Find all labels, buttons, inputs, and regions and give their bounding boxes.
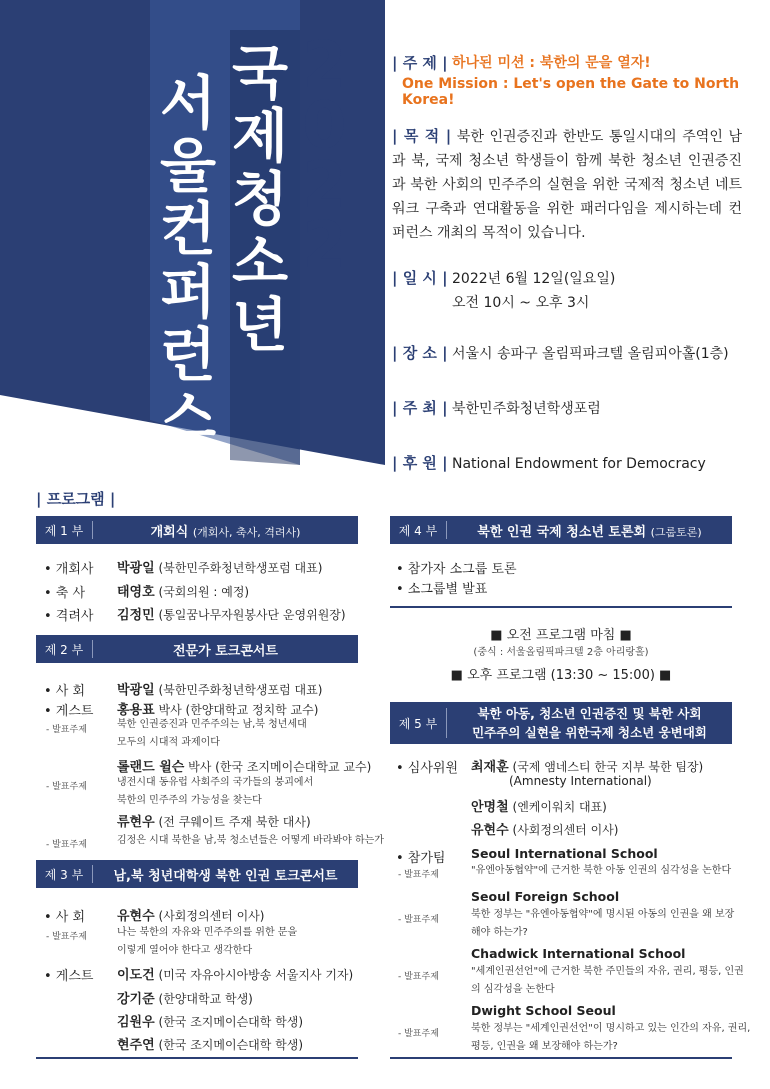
purpose-block: | 목 적 | 북한 인권증진과 한반도 통일시대의 주역인 남과 북, 국제 청소년 학생들이 함께 북한 청소년 인권증진과 북한 사회의 민주주의 실현을 위한 국제적 청소년 네트워크 구축과 연대활동을 위한 패러다임을 제시하는데 컨퍼런스 개최의 목적이 있습니다. [392,127,743,241]
part3-guest: 현주연 (한국 조지메이슨대학 학생) [117,1038,304,1053]
team-seoul-international: Seoul International School [471,846,658,861]
date-text: 2022년 6월 12일(일요일) [452,271,616,287]
host-text: 북한민주화청년학생포럼 [452,401,601,417]
sponsor-row: | 후 원 | National Endowment for Democracy [392,452,706,476]
part3-header: 제 3 부 남,북 청년대학생 북한 인권 토크콘서트 [36,860,358,888]
part1-row: 태영호 (국회의원 : 예정) [117,585,250,600]
part3-guest: 김원우 (한국 조지메이슨대학 학생) [117,1015,304,1030]
part2-topic-3: 김정은 시대 북한을 남,북 청소년들은 어떻게 바라봐야 하는가 [117,835,384,846]
theme-korean: 하나된 미션 : 북한의 문을 열자! [452,55,651,71]
left-bottom-rule [36,1057,358,1059]
judge-3: 유현수 (사회정의센터 이사) [471,823,619,838]
part3-guest: 강기준 (한양대학교 학생) [117,992,253,1007]
part2-host: 박광일 (북한민주화청년학생포럼 대표) [117,683,323,698]
team-chadwick: Chadwick International School [471,946,686,961]
team-dwight: Dwight School Seoul [471,1003,616,1018]
part5-header: 제 5 부 북한 아동, 청소년 인권증진 및 북한 사회 민주주의 실현을 위한국제 청소년 웅변대회 [390,702,732,744]
team-seoul-foreign: Seoul Foreign School [471,889,620,904]
part2-guest-1: 홍용표 박사 (한양대학교 정치학 교수) [117,703,319,718]
date-row: | 일 시 | 2022년 6월 12일(일요일) 오전 10시 ~ 오후 3시 [392,267,615,315]
part4-header: 제 4 부 북한 인권 국제 청소년 토론회 (그룹토론) [390,516,732,544]
theme-english: One Mission : Let's open the Gate to North Korea! [402,76,740,108]
title-year: 2 0 2 2 [302,29,347,283]
right-bottom-rule [390,1057,732,1059]
part1-header: 제 1 부 개회식 (개회사, 축사, 격려사) [36,516,358,544]
team-2-topic: 북한 정부는 "유엔아동협약"에 명시된 아동의 인권을 왜 보장 해야 하는가? [471,909,735,938]
part4-item-1: • 참가자 소그룹 토론 [396,562,517,577]
place-row: | 장 소 | 서울시 송파구 올림픽파크텔 올림피아홀(1층) [392,342,729,366]
team-1-topic: "유엔아동협약"에 근거한 북한 아동 인권의 심각성을 논한다 [471,865,732,876]
program-heading: | 프로그램 | [36,490,116,508]
pm-notice: ■ 오후 프로그램 (13:30 ~ 15:00) ■ [450,668,672,683]
lunch-notice: (중식 : 서울올림픽파크텔 2층 아리랑홀) [473,647,649,658]
judge-1: 최재훈 (국제 앰네스티 한국 지부 북한 팀장) [471,760,704,775]
title-international-youth: 국 제 청 소 년 [232,39,289,359]
part3-topic: 나는 북한의 자유와 민주주의를 위한 문을 이렇게 열어야 한다고 생각한다 [117,927,298,956]
part1-row: 김정민 (통일꿈나무자원봉사단 운영위원장) [117,608,346,623]
part4-item-2: • 소그룹별 발표 [396,582,488,597]
team-3-topic: "세계인권선언"에 근거한 북한 주민들의 자유, 권리, 평등, 인권 의 심각성을 논한다 [471,966,744,995]
part1-row: 박광일 (북한민주화청년학생포럼 대표) [117,561,323,576]
part3-host: 유현수 (사회정의센터 이사) [117,909,265,924]
place-text: 서울시 송파구 올림픽파크텔 올림피아홀(1층) [452,346,729,362]
title-seoul-conference: 서 울 컨 퍼 런 스 [160,69,217,452]
judge-2: 안명철 (엔케이워치 대표) [471,800,607,815]
part4-rule [390,606,732,608]
team-4-topic: 북한 정부는 "세계인권선언"이 명시하고 있는 인간의 자유, 권리, 평등, 인권을 왜 보장해야 하는가? [471,1023,751,1052]
theme-row: | 주 제 | 하나된 미션 : 북한의 문을 열자! [392,54,651,72]
part2-topic-1: 북한 인권증진과 민주주의는 남,북 청년세대 모두의 시대적 과제이다 [117,719,307,748]
host-row: | 주 최 | 북한민주화청년학생포럼 [392,397,601,421]
am-end-notice: ■ 오전 프로그램 마침 ■ [490,628,632,643]
part2-topic-2: 냉전시대 동유럽 사회주의 국가들의 붕괴에서 북한의 민주주의 가능성을 찾는다 [117,777,314,806]
part3-guest: 이도건 (미국 자유아시아방송 서울지사 기자) [117,968,354,983]
sponsor-text: National Endowment for Democracy [452,456,706,472]
part2-header: 제 2 부 전문가 토크콘서트 [36,635,358,663]
time-text: 오전 10시 ~ 오후 3시 [452,295,590,311]
purpose-text: 북한 인권증진과 한반도 통일시대의 주역인 남과 북, 국제 청소년 학생들이 함께 북한 청소년 인권증진과 북한 사회의 민주주의 실현을 위한 국제적 청소년 네트워크 구축과 연대활동을 위한 패러다임을 제시하는데 컨퍼런스 개최의 목적이 있습니다. [392,129,743,241]
part2-guest-3: 류현우 (전 쿠웨이트 주재 북한 대사) [117,815,311,830]
part2-guest-2: 롤랜드 윌슨 박사 (한국 조지메이슨대학교 교수) [117,760,372,775]
judge-1-org: (Amnesty International) [509,774,652,788]
